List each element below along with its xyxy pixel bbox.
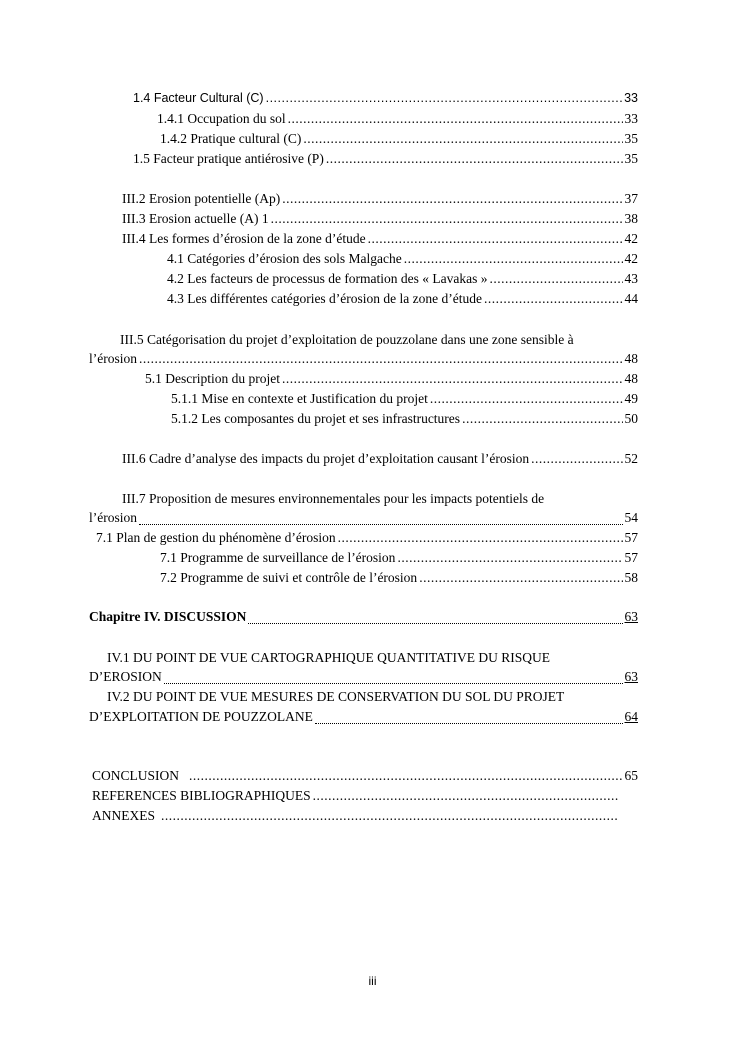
toc-entry-text: 1.4 Facteur Cultural (C) xyxy=(133,91,264,105)
toc-entry[interactable] xyxy=(157,109,638,129)
toc-entry-page: 35 xyxy=(624,131,638,146)
dot-leader xyxy=(326,149,623,169)
toc-entry-page: 57 xyxy=(624,550,638,565)
toc-entry-page: 64 xyxy=(624,709,638,724)
toc-entry[interactable] xyxy=(160,129,638,149)
dot-leader xyxy=(288,109,623,129)
toc-entry-page: 63 xyxy=(624,609,638,624)
toc-entry-page: 48 xyxy=(624,371,638,386)
toc-entry[interactable] xyxy=(133,88,638,108)
toc-entry-page: 54 xyxy=(624,510,638,525)
toc-entry-text: 7.2 Programme de suivi et contrôle de l’érosion xyxy=(160,570,418,585)
toc-entry-page: 50 xyxy=(624,411,638,426)
toc-entry-text: 5.1.2 Les composantes du projet et ses infrastructures xyxy=(171,411,461,426)
toc-entry-heading[interactable]: IV.1 DU POINT DE VUE CARTOGRAPHIQUE QUANTITATIVE DU RISQUE xyxy=(107,650,550,665)
toc-entry-page: 58 xyxy=(624,570,638,585)
toc-entry-page: 33 xyxy=(624,91,638,105)
toc-entry-page: 49 xyxy=(624,391,638,406)
toc-chapter-entry[interactable] xyxy=(89,607,638,627)
dot-leader xyxy=(430,389,623,409)
toc-entry[interactable] xyxy=(89,707,638,727)
page-number: iii xyxy=(368,974,377,988)
toc-entry[interactable] xyxy=(89,508,638,528)
toc-entry[interactable] xyxy=(122,209,638,229)
toc-entry-page: 42 xyxy=(624,251,638,266)
dot-leader xyxy=(484,289,623,309)
dot-leader xyxy=(315,723,623,724)
dot-leader xyxy=(490,269,623,289)
toc-entry-text: 4.1 Catégories d’érosion des sols Malgache xyxy=(167,251,402,266)
dot-leader xyxy=(419,568,622,588)
dot-leader xyxy=(303,129,622,149)
toc-entry[interactable] xyxy=(92,766,638,786)
toc-entry-page: 42 xyxy=(624,231,638,246)
toc-entry[interactable] xyxy=(89,349,638,369)
toc-entry-text: III.2 Erosion potentielle (Ap) xyxy=(122,191,281,206)
toc-entry-text: ANNEXES xyxy=(92,808,155,823)
toc-entry-page: 52 xyxy=(624,451,638,466)
toc-entry[interactable] xyxy=(145,369,638,389)
toc-entry-text: 5.1 Description du projet xyxy=(145,371,280,386)
toc-entry-page: 35 xyxy=(624,151,638,166)
toc-entry-page: 57 xyxy=(624,530,638,545)
toc-entry-text: CONCLUSION xyxy=(92,768,180,783)
toc-entry[interactable] xyxy=(171,409,638,429)
toc-entry-text: l’érosion xyxy=(89,510,137,525)
toc-entry[interactable] xyxy=(122,449,638,469)
toc-entry-page: 33 xyxy=(624,111,638,126)
toc-entry[interactable] xyxy=(133,149,638,169)
toc-entry-text: 7.1 Plan de gestion du phénomène d’érosion xyxy=(96,530,336,545)
toc-entry-text: III.6 Cadre d’analyse des impacts du projet d’exploitation causant l’érosion xyxy=(122,451,530,466)
dot-leader xyxy=(397,548,622,568)
toc-entry[interactable] xyxy=(171,389,638,409)
toc-entry-text: III.3 Erosion actuelle (A) 1 xyxy=(122,211,269,226)
dot-leader xyxy=(161,806,618,826)
dot-leader xyxy=(313,786,618,806)
dot-leader xyxy=(139,349,623,369)
dot-leader xyxy=(139,524,623,525)
dot-leader xyxy=(368,229,623,249)
toc-entry-text: 5.1.1 Mise en contexte et Justification du projet xyxy=(171,391,428,406)
toc-entry-heading[interactable]: III.5 Catégorisation du projet d’exploitation de pouzzolane dans une zone sensible à xyxy=(120,332,574,347)
toc-entry[interactable] xyxy=(92,806,620,826)
toc-entry-page: 38 xyxy=(624,211,638,226)
dot-leader xyxy=(282,369,623,389)
dot-leader xyxy=(189,766,622,786)
toc-entry-heading[interactable]: IV.2 DU POINT DE VUE MESURES DE CONSERVATION DU SOL DU PROJET xyxy=(107,689,565,704)
toc-entry-text: REFERENCES BIBLIOGRAPHIQUES xyxy=(92,788,311,803)
toc-entry-text: 4.2 Les facteurs de processus de formation des « Lavakas » xyxy=(167,271,488,286)
toc-entry-text: Chapitre IV. DISCUSSION xyxy=(89,609,247,624)
toc-entry[interactable] xyxy=(89,667,638,687)
toc-entry[interactable] xyxy=(167,269,638,289)
dot-leader xyxy=(164,683,623,684)
toc-entry-text: l’érosion xyxy=(89,351,137,366)
toc-entry-page: 63 xyxy=(624,669,638,684)
dot-leader xyxy=(462,409,622,429)
toc-entry-text: D’EXPLOITATION DE POUZZOLANE xyxy=(89,709,313,724)
toc-entry-text: 7.1 Programme de surveillance de l’érosion xyxy=(160,550,396,565)
dot-leader xyxy=(531,449,622,469)
dot-leader xyxy=(266,88,622,108)
toc-entry-text: 4.3 Les différentes catégories d’érosion de la zone d’étude xyxy=(167,291,482,306)
toc-entry-text: 1.4.2 Pratique cultural (C) xyxy=(160,131,302,146)
toc-entry-page: 48 xyxy=(624,351,638,366)
dot-leader xyxy=(248,623,622,624)
toc-entry[interactable] xyxy=(167,289,638,309)
toc-entry[interactable] xyxy=(160,548,638,568)
dot-leader xyxy=(271,209,623,229)
toc-entry[interactable] xyxy=(122,229,638,249)
toc-entry-page: 37 xyxy=(624,191,638,206)
toc-entry-text: 1.4.1 Occupation du sol xyxy=(157,111,286,126)
toc-entry[interactable] xyxy=(160,568,638,588)
toc-entry[interactable] xyxy=(92,786,620,806)
dot-leader xyxy=(338,528,623,548)
toc-entry-page: 43 xyxy=(624,271,638,286)
toc-entry-page: 44 xyxy=(624,291,638,306)
toc-entry-page: 65 xyxy=(624,768,638,783)
toc-entry[interactable] xyxy=(167,249,638,269)
toc-entry[interactable] xyxy=(122,189,638,209)
toc-entry-text: 1.5 Facteur pratique antiérosive (P) xyxy=(133,151,324,166)
toc-entry-heading[interactable]: III.7 Proposition de mesures environnementales pour les impacts potentiels de xyxy=(122,491,545,506)
toc-entry-text: III.4 Les formes d’érosion de la zone d’étude xyxy=(122,231,366,246)
toc-entry-text: D’EROSION xyxy=(89,669,162,684)
dot-leader xyxy=(282,189,622,209)
dot-leader xyxy=(404,249,623,269)
toc-entry[interactable] xyxy=(96,528,638,548)
